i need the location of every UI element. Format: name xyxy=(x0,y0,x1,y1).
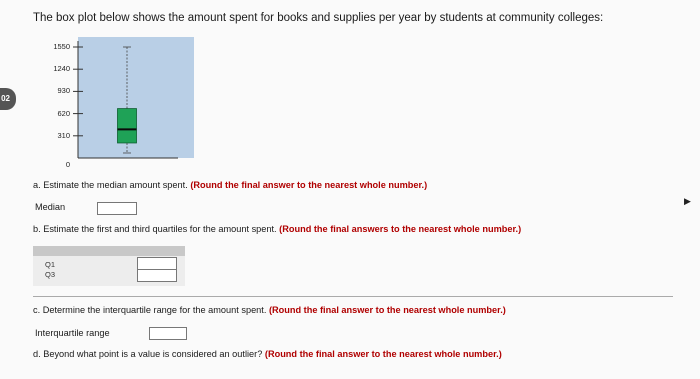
y-tick-label: 1240 xyxy=(53,64,70,74)
part-b-prefix: b. Estimate the first and third quartiles for the amount spent. xyxy=(33,224,277,234)
box-q1-q3 xyxy=(118,109,137,143)
side-tab-label: 02 xyxy=(1,94,10,103)
iqr-label: Interquartile range xyxy=(35,328,110,338)
part-d-prefix: d. Beyond what point is a value is considered an outlier? xyxy=(33,349,263,359)
part-a-prefix: a. Estimate the median amount spent. xyxy=(33,180,188,190)
mouse-cursor-icon: ▶ xyxy=(684,196,691,206)
part-d-instruction: (Round the final answer to the nearest whole number.) xyxy=(264,349,502,359)
part-b-instruction: (Round the final answers to the nearest whole number.) xyxy=(279,224,522,234)
part-c-prefix: c. Determine the interquartile range for the amount spent. xyxy=(33,305,267,315)
y-tick-label: 1550 xyxy=(53,42,70,51)
y-tick-label: 310 xyxy=(57,130,70,140)
q3-input[interactable] xyxy=(137,269,177,282)
part-b-question xyxy=(33,224,521,234)
part-a-instruction: (Round the final answer to the nearest whole number.) xyxy=(190,180,428,190)
part-a-question xyxy=(33,180,427,190)
y-tick-label: 930 xyxy=(57,86,70,96)
quartile-table-header xyxy=(33,246,185,256)
divider xyxy=(33,296,673,297)
median-label: Median xyxy=(35,202,66,212)
part-d-question xyxy=(33,349,502,359)
median-input[interactable] xyxy=(97,202,137,215)
y-tick-label: 620 xyxy=(57,108,70,118)
q1-label: Q1 xyxy=(45,260,56,269)
iqr-input[interactable] xyxy=(149,327,187,340)
y-tick-label: 0 xyxy=(65,160,70,169)
question-intro: The box plot below shows the amount spent for books and supplies per year by students at community colleges: xyxy=(33,12,604,24)
part-c-instruction: (Round the final answer to the nearest whole number.) xyxy=(268,305,506,315)
part-c-question xyxy=(33,305,506,315)
q3-label: Q3 xyxy=(45,270,56,279)
